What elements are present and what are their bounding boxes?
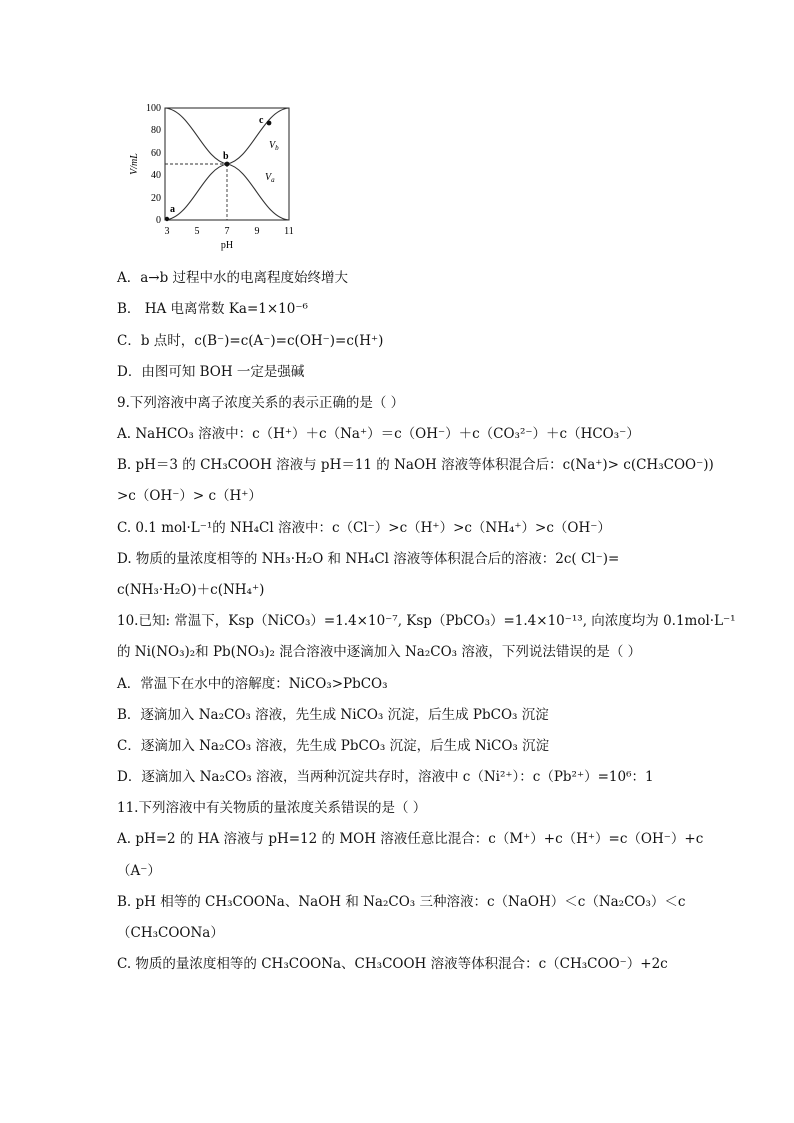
point-b-marker xyxy=(225,162,230,167)
q10-option-a: A．常温下在水中的溶解度：NiCO₃>PbCO₃ xyxy=(117,676,388,692)
q9-stem: 9.下列溶液中离子浓度关系的表示正确的是（ ） xyxy=(117,395,405,411)
y-axis-label: V/mL xyxy=(129,153,140,175)
vb-curve-label: $V_b$ xyxy=(269,140,279,152)
q11-option-b-cont: （CH₃COONa） xyxy=(117,925,224,941)
q10-option-c: C．逐滴加入 Na₂CO₃ 溶液，先生成 PbCO₃ 沉淀，后生成 NiCO₃ 沉淀 xyxy=(117,738,550,754)
point-a-label: a xyxy=(170,204,175,215)
x-tick-11: 11 xyxy=(284,226,294,237)
q10-stem-cont: 的 Ni(NO₃)₂和 Pb(NO₃)₂ 混合溶液中逐滴加入 Na₂CO₃ 溶液，下列说法错误的是（ ） xyxy=(117,644,642,660)
q11-option-c: C. 物质的量浓度相等的 CH₃COONa、CH₃COOH 溶液等体积混合：c（CH₃COO⁻）+2c xyxy=(117,956,668,972)
q10-stem: 10.已知: 常温下，Ksp（NiCO₃）=1.4×10⁻⁷, Ksp（PbCO₃）=1.4×10⁻¹³, 向浓度均为 0.1mol·L⁻¹ xyxy=(117,613,736,629)
q8-option-c: C．b 点时，c(B⁻)=c(A⁻)=c(OH⁻)=c(H⁺) xyxy=(117,333,384,349)
y-tick-60: 60 xyxy=(151,148,161,159)
x-tick-7: 7 xyxy=(224,226,230,237)
q11-option-b: B. pH 相等的 CH₃COONa、NaOH 和 Na₂CO₃ 三种溶液：c（NaOH）＜c（Na₂CO₃）＜c xyxy=(117,894,686,910)
va-curve-label: $V_a$ xyxy=(265,172,275,184)
y-tick-100: 100 xyxy=(146,103,161,114)
point-c-label: c xyxy=(259,115,264,126)
x-tick-3: 3 xyxy=(164,226,170,237)
x-tick-9: 9 xyxy=(254,226,260,237)
q11-option-a-cont: （A⁻） xyxy=(117,863,161,879)
y-tick-0: 0 xyxy=(156,215,161,226)
y-tick-20: 20 xyxy=(151,193,161,204)
point-b-label: b xyxy=(223,151,229,162)
q9-option-b: B. pH＝3 的 CH₃COOH 溶液与 pH＝11 的 NaOH 溶液等体积混合后：c(Na⁺)> c(CH₃COO⁻)) xyxy=(117,457,714,473)
q9-option-b-cont: >c（OH⁻）> c（H⁺） xyxy=(117,488,262,504)
q8-option-b: B． HA 电离常数 Ka=1×10⁻⁶ xyxy=(117,301,308,317)
y-tick-labels xyxy=(146,103,161,226)
q8-option-d: D．由图可知 BOH 一定是强碱 xyxy=(117,364,305,380)
q8-option-a: A．a→b 过程中水的电离程度始终增大 xyxy=(117,270,349,286)
y-tick-40: 40 xyxy=(151,170,161,181)
x-axis-label: pH xyxy=(220,240,234,251)
q10-option-b: B．逐滴加入 Na₂CO₃ 溶液，先生成 NiCO₃ 沉淀，后生成 PbCO₃ 沉淀 xyxy=(117,707,549,723)
q9-option-d-cont: c(NH₃·H₂O)＋c(NH₄⁺) xyxy=(117,582,265,598)
point-c-marker xyxy=(267,121,272,126)
q11-option-a: A. pH=2 的 HA 溶液与 pH=12 的 MOH 溶液任意比混合：c（M⁺）+c（H⁺）=c（OH⁻）+c xyxy=(117,831,704,847)
x-tick-labels xyxy=(165,226,294,237)
y-tick-80: 80 xyxy=(151,125,161,136)
q9-option-c: C. 0.1 mol·L⁻¹的 NH₄Cl 溶液中：c（Cl⁻）>c（H⁺）>c（NH₄⁺）>c（OH⁻） xyxy=(117,520,611,536)
x-tick-5: 5 xyxy=(194,226,200,237)
titration-figure xyxy=(115,98,315,258)
q10-option-d: D．逐滴加入 Na₂CO₃ 溶液，当两种沉淀共存时，溶液中 c（Ni²⁺）：c（Pb²⁺）=10⁶：1 xyxy=(117,769,654,785)
q9-option-d: D. 物质的量浓度相等的 NH₃·H₂O 和 NH₄Cl 溶液等体积混合后的溶液：2c( Cl⁻)= xyxy=(117,551,620,567)
q11-stem: 11.下列溶液中有关物质的量浓度关系错误的是（ ） xyxy=(117,800,427,816)
point-a-marker xyxy=(165,217,169,221)
q9-option-a: A. NaHCO₃ 溶液中：c（H⁺）＋c（Na⁺）＝c（OH⁻）＋c（CO₃²⁻）＋c（HCO₃⁻） xyxy=(117,426,640,442)
